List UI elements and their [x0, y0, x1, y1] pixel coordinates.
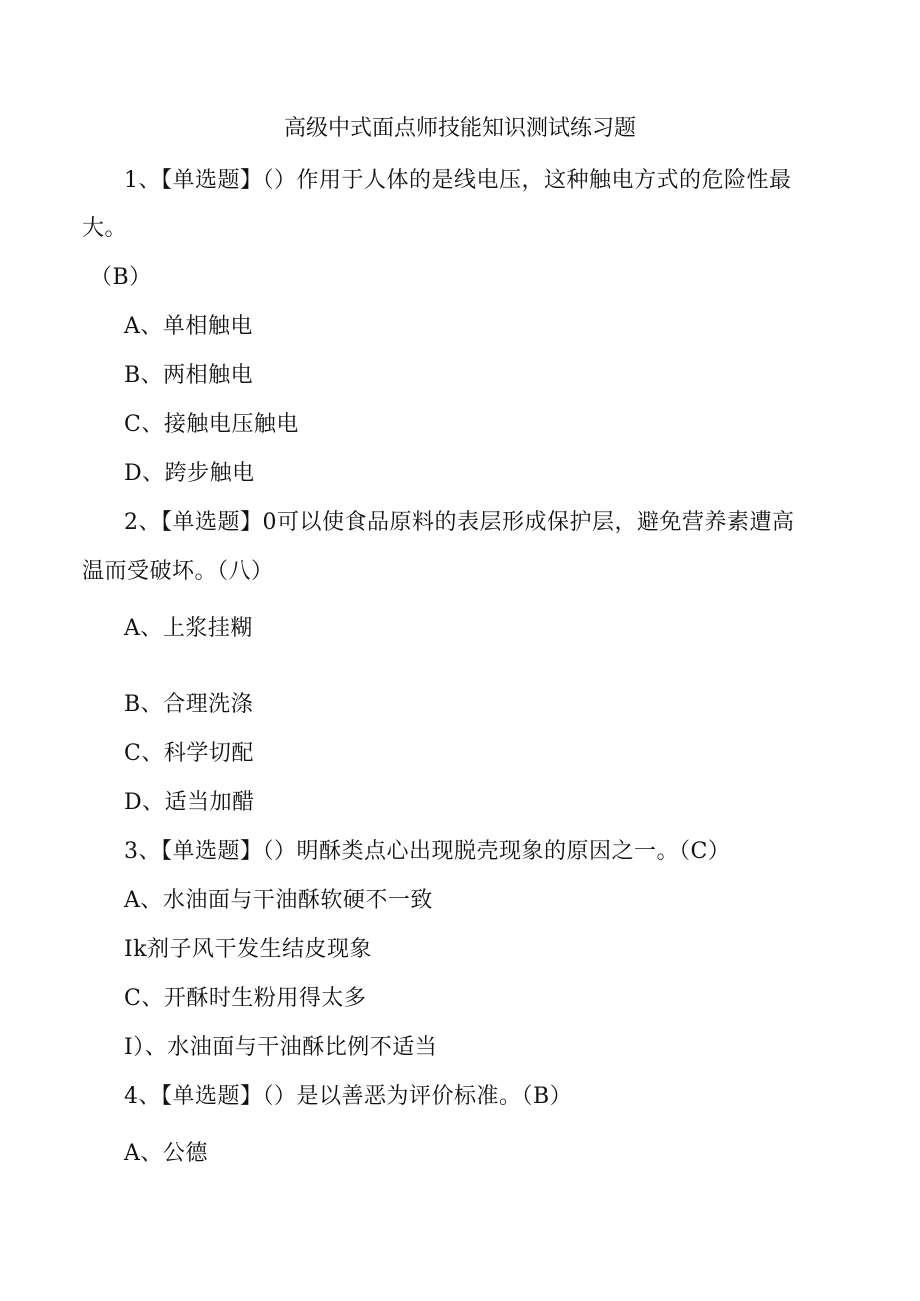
question-4-text: 4、【单选题】（）是以善恶为评价标准。（B）: [124, 1084, 573, 1109]
question-2-text-cont: 温而受破坏。（八）: [82, 559, 274, 584]
question-2-option-b: B、合理洗涤: [124, 692, 254, 717]
question-3-option-c: C、开酥时生粉用得太多: [124, 986, 367, 1011]
question-2-option-c: C、科学切配: [124, 741, 254, 766]
question-1-option-b: B、两相触电: [124, 363, 254, 388]
question-2-option-a: A、上浆挂糊: [124, 616, 253, 641]
question-3-option-b: Ik剂子风干发生结皮现象: [124, 937, 373, 962]
question-1-option-d: D、跨步触电: [124, 461, 255, 486]
question-1-option-c: C、接触电压触电: [124, 412, 299, 437]
question-1-text-cont: 大。: [82, 216, 128, 241]
question-3-text: 3、【单选题】（）明酥类点心出现脱壳现象的原因之一。（C）: [124, 839, 731, 864]
question-1-option-a: A、单相触电: [124, 314, 253, 339]
page-title: 高级中式面点师技能知识测试练习题: [283, 116, 636, 141]
question-1-text: 1、【单选题】（）作用于人体的是线电压，这种触电方式的危险性最: [124, 168, 792, 193]
question-1-answer: （B）: [90, 265, 152, 290]
question-4-option-a: A、公德: [124, 1141, 208, 1166]
question-2-text: 2、【单选题】0可以使食品原料的表层形成保护层，避免营养素遭高: [124, 510, 795, 535]
question-3-option-d: I）、水油面与干油酥比例不适当: [124, 1035, 438, 1060]
question-2-option-d: D、适当加醋: [124, 790, 255, 815]
question-3-option-a: A、水油面与干油酥软硬不一致: [124, 888, 433, 913]
